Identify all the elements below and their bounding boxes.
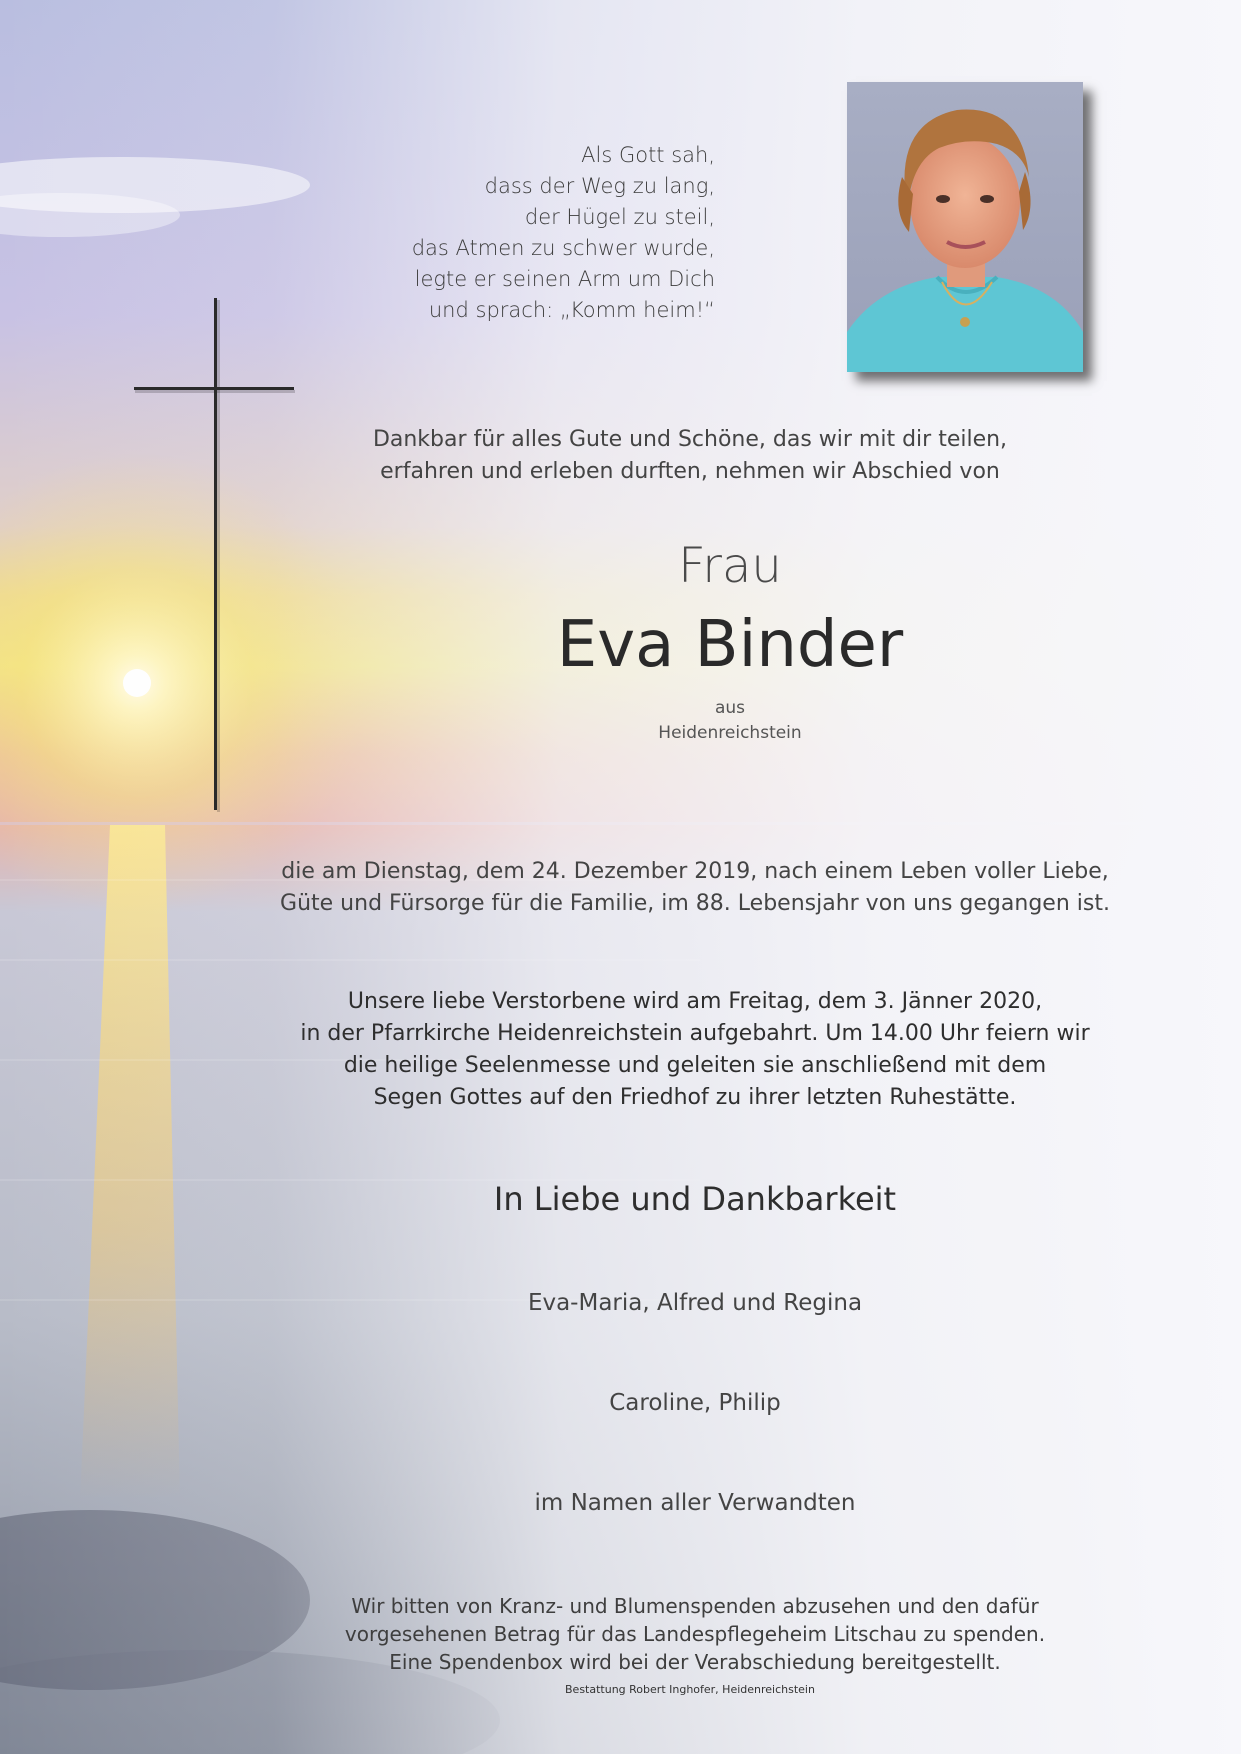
donation-line: vorgesehenen Betrag für das Landespflegeheim Litschau zu spenden. [344,1622,1046,1646]
donation-note [240,1592,1150,1676]
salutation: Frau [678,538,782,594]
poem-line: der Hügel zu steil, [524,205,715,229]
deceased-name: Eva Binder [556,608,904,682]
funeral-line: Unsere liebe Verstorbene wird am Freitag, dem 3. Jänner 2020, [347,989,1043,1014]
poem-line: Als Gott sah, [581,143,715,167]
intro-line: Dankbar für alles Gute und Schöne, das wir mit dir teilen, [372,427,1008,452]
mourner-line: Eva-Maria, Alfred und Regina [527,1290,863,1316]
hometown: Heidenreichstein [658,723,802,743]
undertaker-credit: Bestattung Robert Inghofer, Heidenreichstein [565,1683,815,1696]
death-notice [240,856,1150,920]
hometown-block [630,696,830,746]
mourner-line: Caroline, Philip [609,1390,781,1416]
closing-thanks: In Liebe und Dankbarkeit [493,1180,897,1218]
portrait-photo [847,82,1083,372]
poem-line: legte er seinen Arm um Dich [414,267,715,291]
death-notice-line: Güte und Fürsorge für die Familie, im 88. Lebensjahr von uns gegangen ist. [280,891,1110,916]
funeral-line: die heilige Seelenmesse und geleiten sie anschließend mit dem [343,1053,1047,1078]
portrait-illustration [847,82,1083,372]
funeral-line: Segen Gottes auf den Friedhof zu ihrer letzten Ruhestätte. [373,1085,1017,1110]
intro-line: erfahren und erleben durften, nehmen wir Abschied von [380,459,1000,484]
funeral-info [240,986,1150,1114]
poem [300,140,715,326]
poem-line: das Atmen zu schwer wurde, [411,236,715,260]
funeral-line: in der Pfarrkirche Heidenreichstein aufgebahrt. Um 14.00 Uhr feiern wir [300,1021,1090,1046]
donation-line: Wir bitten von Kranz- und Blumenspenden abzusehen und den dafür [351,1594,1039,1618]
from-label: aus [714,698,746,718]
poem-line: und sprach: „Komm heim!“ [428,298,715,322]
death-notice-line: die am Dienstag, dem 24. Dezember 2019, nach einem Leben voller Liebe, [281,859,1109,884]
intro-text [230,424,1150,488]
donation-line: Eine Spendenbox wird bei der Verabschiedung bereitgestellt. [389,1650,1001,1674]
cross-icon [130,296,300,816]
poem-line: dass der Weg zu lang, [484,174,715,198]
mourner-line: im Namen aller Verwandten [534,1490,856,1516]
